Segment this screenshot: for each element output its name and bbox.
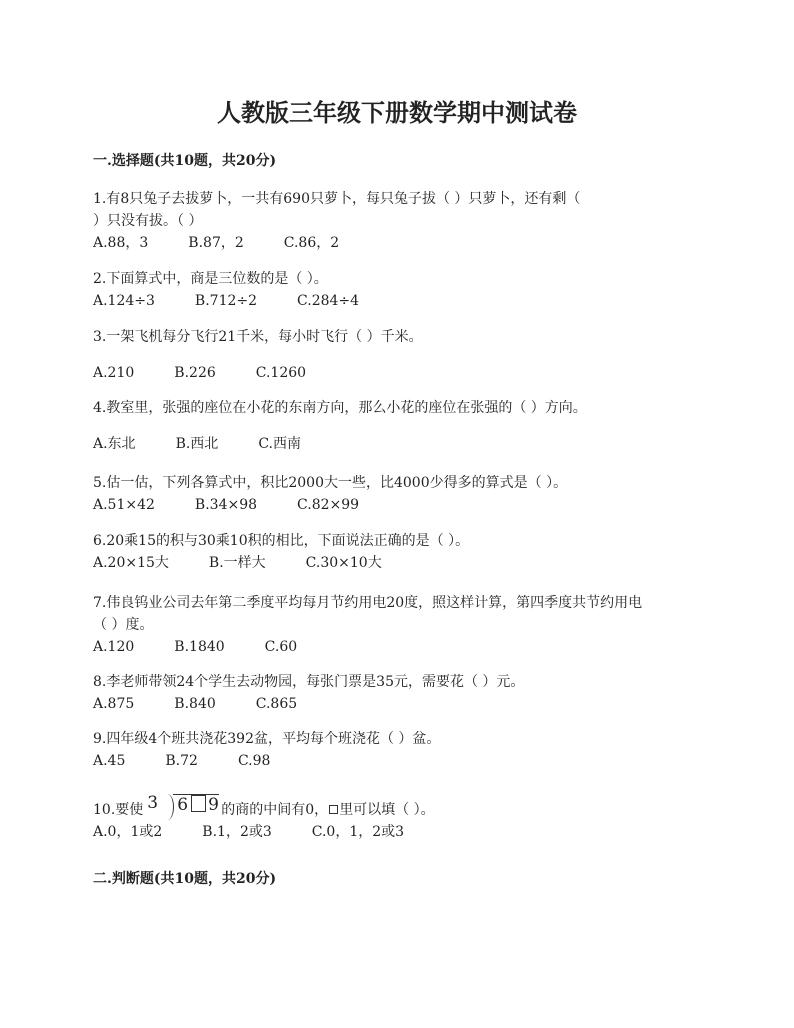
options [93,232,723,254]
option-a: A.210 [93,365,135,381]
question-text: 3.一架飞机每分飞行21千米，每小时飞行（ ）千米。 [93,329,423,345]
options [93,636,723,658]
question-text [93,792,723,821]
options [93,362,723,384]
option-a: A.东北 [93,436,136,452]
q10-prefix: 10.要使 [93,802,144,818]
question-text: 1.有8只兔子去拔萝卜，一共有690只萝卜，每只兔子拔（ ）只萝卜，还有剩（ [93,191,581,207]
option-b: B.1840 [174,639,225,655]
page-title: 人教版三年级下册数学期中测试卷 [217,98,577,127]
section-heading-choice: 一.选择题(共10题，共20分) [93,153,277,169]
question-text: 9.四年级4个班共浇花392盆，平均每个班浇花（ ）盆。 [93,731,441,747]
options [93,290,723,312]
question-text: 8.李老师带领24个学生去动物园，每张门票是35元，需要花（ ）元。 [93,674,525,690]
long-division-figure [143,792,221,820]
question-text: 4.教室里，张强的座位在小花的东南方向，那么小花的座位在张强的（ ）方向。 [93,400,587,416]
option-b: B.一样大 [208,555,266,571]
option-a: A.120 [93,639,135,655]
blank-box [191,795,206,812]
blank-box-small [329,805,338,814]
option-b: B.87，2 [188,235,244,251]
options [93,494,723,516]
option-b: B.72 [165,753,198,769]
option-c: C.82×99 [297,497,360,513]
question-text: ）只没有拔。（ ） [93,213,203,229]
option-c: C.60 [264,639,298,655]
divisor: 3 [147,793,159,813]
question-text: 6.20乘15的积与30乘10积的相比，下面说法正确的是（ ）。 [93,533,470,549]
question-9 [93,728,723,772]
option-b: B.226 [174,365,216,381]
question-text: 2.下面算式中，商是三位数的是（ ）。 [93,271,328,287]
option-a: A.45 [93,753,126,769]
option-c: C.1260 [255,365,307,381]
option-b: B.1，2或3 [202,824,272,840]
option-b: B.西北 [175,436,219,452]
option-c: C.86，2 [283,235,340,251]
option-c: C.284÷4 [297,293,360,309]
division-bracket [161,794,174,820]
options [93,433,723,455]
option-a: A.51×42 [93,497,155,513]
options [93,750,723,772]
option-a: A.88，3 [93,235,149,251]
options [93,821,723,843]
q10-mid: 的商的中间有0， [221,802,329,818]
option-c: C.0，1，2或3 [311,824,405,840]
question-1 [93,188,723,254]
option-c: C.30×10大 [305,555,382,571]
option-a: A.124÷3 [93,293,155,309]
question-2 [93,268,723,312]
option-a: A.875 [93,696,135,712]
option-a: A.0，1或2 [93,824,163,840]
question-7 [93,592,723,658]
question-text: 7.伟良钨业公司去年第二季度平均每月节约用电20度，照这样计算，第四季度共节约用电 [93,595,643,611]
question-5 [93,472,723,516]
option-b: B.840 [174,696,216,712]
option-a: A.20×15大 [93,555,169,571]
question-text: （ ）度。 [93,617,154,633]
option-c: C.865 [255,696,298,712]
question-3 [93,326,723,384]
options [93,693,723,715]
question-text: 5.估一估，下列各算式中，积比2000大一些，比4000少得多的算式是（ ）。 [93,475,568,491]
q10-suffix: 里可以填（ ）。 [339,802,435,818]
option-b: B.34×98 [194,497,258,513]
option-c: C.西南 [258,436,301,452]
section-heading-judgment: 二.判断题(共10题，共20分) [93,871,277,887]
question-10 [93,792,723,843]
question-4 [93,397,723,455]
question-8 [93,671,723,715]
question-6 [93,530,723,574]
option-b: B.712÷2 [194,293,258,309]
option-c: C.98 [237,753,271,769]
dividend: 6 9 [177,795,220,815]
options [93,552,723,574]
